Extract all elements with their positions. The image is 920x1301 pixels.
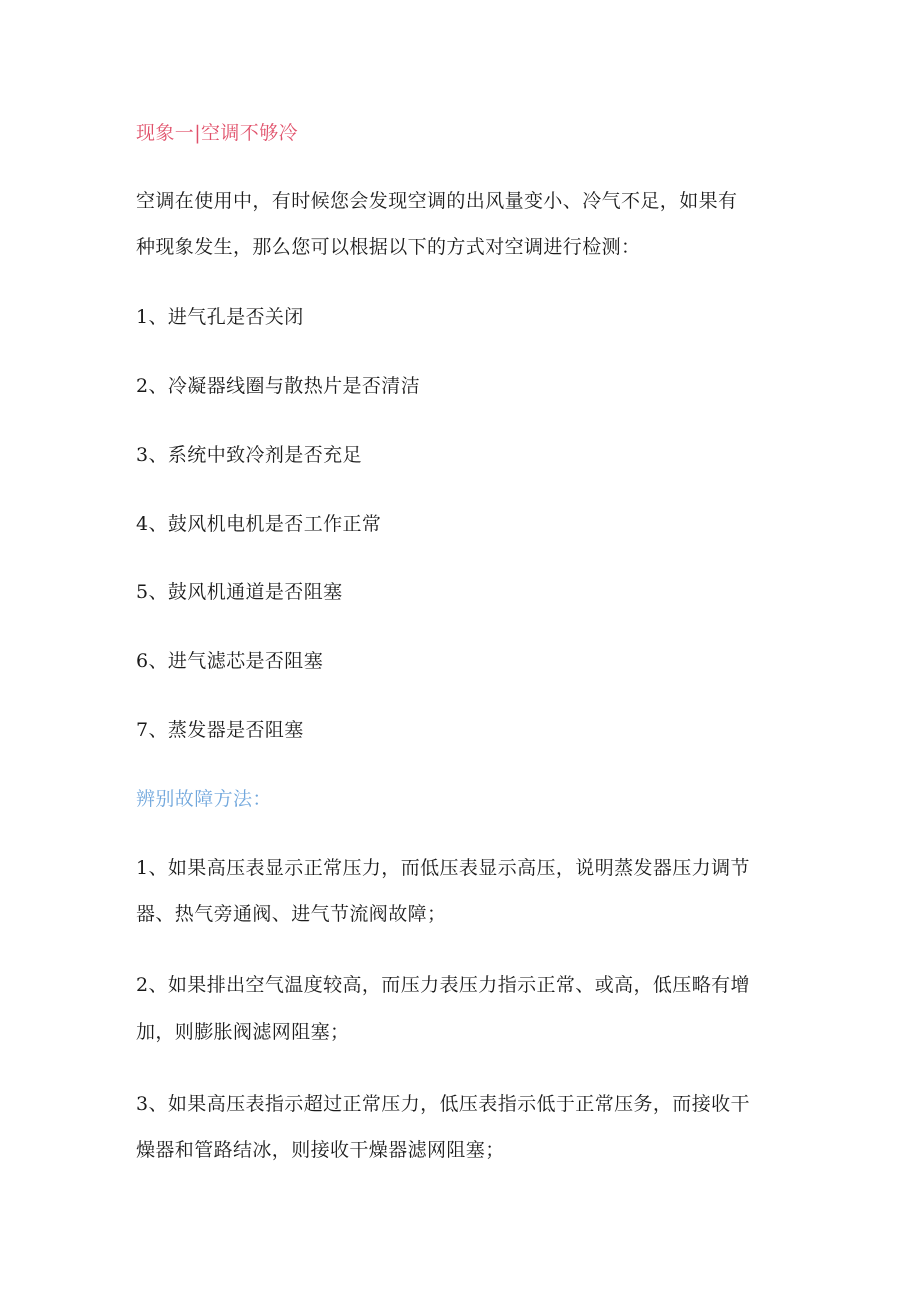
check-item-5: 5、鼓风机通道是否阻塞 <box>136 581 343 603</box>
check-item-6: 6、进气滤芯是否阻塞 <box>136 650 324 672</box>
check-item-1: 1、进气孔是否关闭 <box>136 306 304 328</box>
method-2-line-1: 2、如果排出空气温度较高，而压力表压力指示正常、或高，低压略有增 <box>136 974 750 996</box>
method-heading: 辨别故障方法： <box>136 788 272 810</box>
method-1-line-2: 器、热气旁通阀、进气节流阀故障； <box>136 903 447 925</box>
intro-line-1: 空调在使用中，有时候您会发现空调的出风量变小、冷气不足，如果有 <box>136 190 738 212</box>
method-3-line-2: 燥器和管路结冰，则接收干燥器滤网阻塞； <box>136 1139 505 1161</box>
check-item-7: 7、蒸发器是否阻塞 <box>136 719 304 741</box>
intro-line-2: 种现象发生，那么您可以根据以下的方式对空调进行检测： <box>136 236 641 258</box>
section-heading: 现象一|空调不够冷 <box>136 122 299 144</box>
method-2-line-2: 加，则膨胀阀滤网阻塞； <box>136 1021 350 1043</box>
check-item-2: 2、冷凝器线圈与散热片是否清洁 <box>136 375 421 397</box>
method-1-line-1: 1、如果高压表显示正常压力，而低压表显示高压，说明蒸发器压力调节 <box>136 857 750 879</box>
method-3-line-1: 3、如果高压表指示超过正常压力，低压表指示低于正常压务，而接收干 <box>136 1093 750 1115</box>
check-item-4: 4、鼓风机电机是否工作正常 <box>136 513 382 535</box>
check-item-3: 3、系统中致冷剂是否充足 <box>136 444 362 466</box>
